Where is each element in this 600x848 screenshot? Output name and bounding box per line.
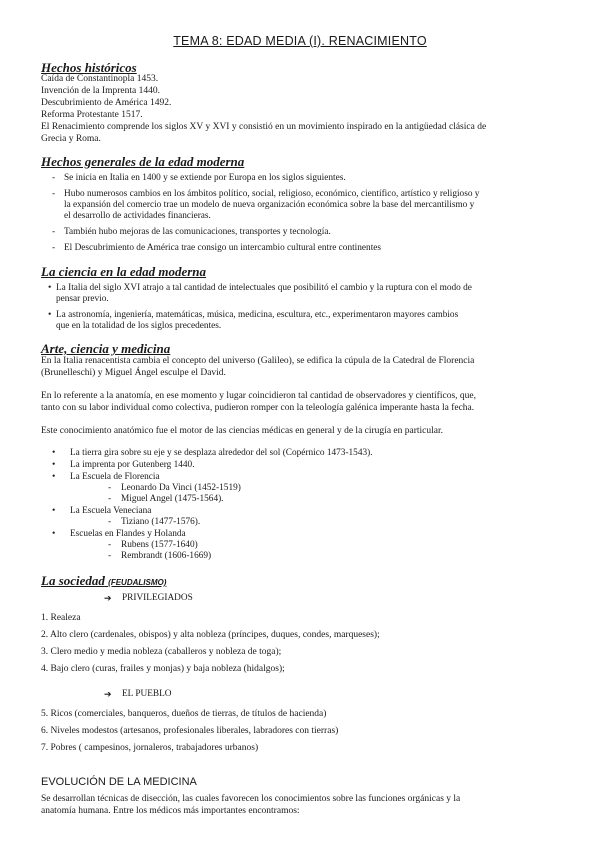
heading-hechos-historicos: Hechos históricos	[41, 60, 137, 75]
sub-list-item: Rembrandt (1606-1669)	[121, 551, 212, 561]
list-item: El Descubrimiento de América trae consigo un intercambio cultural entre continentes	[64, 243, 382, 253]
heading-evolucion: EVOLUCIÓN DE LA MEDICINA	[41, 776, 197, 788]
estamento-line: 2. Alto clero (cardenales, obispos) y alta nobleza (príncipes, duques, condes, marqueses);	[41, 630, 380, 640]
sub-list-item: Miguel Angel (1475-1564).	[121, 494, 224, 504]
dash-bullet: -	[108, 551, 112, 561]
dash-bullet: -	[108, 540, 112, 550]
group-label: EL PUEBLO	[122, 689, 172, 699]
group-label: PRIVILEGIADOS	[122, 593, 193, 603]
estamento-line: 3. Clero medio y media nobleza (caballeros y nobleza de toga);	[41, 647, 282, 657]
paragraph-line: En lo referente a la anatomía, en ese momento y lugar coincidieron tal cantidad de observadores y científicos, que,	[41, 391, 476, 401]
dash-bullet: -	[108, 517, 112, 527]
paragraph-line: Se desarrollan técnicas de disección, las cuales favorecen los conocimientos sobre las funciones orgánicas y la	[41, 794, 461, 804]
hecho-line: Reforma Protestante 1517.	[41, 110, 143, 120]
dash-bullet: -	[52, 173, 56, 183]
arrow-icon: ➔	[104, 593, 112, 603]
dash-bullet: -	[52, 227, 56, 237]
round-bullet: •	[48, 283, 52, 293]
hecho-line: Grecia y Roma.	[41, 134, 101, 144]
list-item: La Italia del siglo XVI atrajo a tal cantidad de intelectuales que posibilitó el cambio y la ruptura con el modo de	[56, 283, 472, 293]
list-item: pensar previo.	[56, 294, 109, 304]
list-item: Se inicia en Italia en 1400 y se extiende por Europa en los siglos siguientes.	[64, 173, 346, 183]
hecho-line: Caída de Constantinopla 1453.	[41, 74, 159, 84]
round-bullet: •	[52, 506, 56, 516]
list-item: La tierra gira sobre su eje y se desplaza alrededor del sol (Copérnico 1473-1543).	[70, 448, 373, 458]
estamento-line: 6. Niveles modestos (artesanos, profesionales liberales, labradores con tierras)	[41, 726, 339, 736]
page-title: TEMA 8: EDAD MEDIA (I). RENACIMIENTO	[173, 34, 427, 48]
heading-arte: Arte, ciencia y medicina	[41, 341, 171, 356]
estamento-line: 7. Pobres ( campesinos, jornaleros, trabajadores urbanos)	[41, 743, 259, 753]
paragraph-line: (Brunelleschi) y Miguel Ángel esculpe el David.	[41, 368, 226, 378]
estamento-line: 5. Ricos (comerciales, banqueros, dueños de tierras, de títulos de hacienda)	[41, 709, 327, 719]
list-item: La Escuela de Florencia	[70, 472, 160, 482]
paragraph-line: tanto con su labor individual como colectiva, pudieron romper con la teleología galénica imperante hasta la fecha.	[41, 403, 475, 413]
list-item: La Escuela Veneciana	[70, 506, 152, 516]
list-item: Escuelas en Flandes y Holanda	[70, 529, 186, 539]
sub-list-item: Rubens (1577-1640)	[121, 540, 198, 550]
hecho-line: El Renacimiento comprende los siglos XV y XVI y consistió en un movimiento inspirado en la antigüedad clásica de	[41, 122, 487, 132]
paragraph-line: anatomía humana. Entre los médicos más importantes encontramos:	[41, 806, 300, 816]
arrow-icon: ➔	[104, 689, 112, 699]
hecho-line: Invención de la Imprenta 1440.	[41, 86, 160, 96]
estamento-line: 4. Bajo clero (curas, frailes y monjas) y baja nobleza (hidalgos);	[41, 664, 285, 674]
heading-sociedad-sub: (FEUDALISMO)	[108, 578, 167, 587]
list-item: También hubo mejoras de las comunicaciones, transportes y tecnología.	[64, 227, 331, 237]
dash-bullet: -	[52, 243, 56, 253]
dash-bullet: -	[52, 189, 56, 199]
heading-ciencia: La ciencia en la edad moderna	[41, 264, 207, 279]
sub-list-item: Leonardo Da Vinci (1452-1519)	[121, 483, 241, 493]
list-item: La astronomía, ingeniería, matemáticas, música, medicina, escultura, etc., experimentaron mayores cambios	[56, 310, 459, 320]
estamento-line: 1. Realeza	[41, 613, 81, 623]
heading-hechos-generales: Hechos generales de la edad moderna	[41, 154, 245, 169]
list-item: La imprenta por Gutenberg 1440.	[70, 460, 195, 470]
list-item: Hubo numerosos cambios en los ámbitos político, social, religioso, económico, científico, artístico y religioso y	[64, 189, 480, 199]
list-item: la expansión del comercio trae un modelo de nueva organización económica sobre la base del mercantilismo y	[64, 200, 475, 210]
round-bullet: •	[52, 448, 56, 458]
round-bullet: •	[52, 460, 56, 470]
list-item: el desarrollo de actividades financieras.	[64, 211, 211, 221]
heading-sociedad-text: La sociedad	[41, 573, 105, 588]
round-bullet: •	[52, 472, 56, 482]
hecho-line: Descubrimiento de América 1492.	[41, 98, 172, 108]
heading-sociedad	[41, 573, 166, 589]
paragraph-line: En la Italia renacentista cambia el concepto del universo (Galileo), se edifica la cúpula de la Catedral de Florencia	[41, 356, 475, 366]
round-bullet: •	[48, 310, 52, 320]
dash-bullet: -	[108, 494, 112, 504]
dash-bullet: -	[108, 483, 112, 493]
round-bullet: •	[52, 529, 56, 539]
sub-list-item: Tiziano (1477-1576).	[121, 517, 201, 527]
paragraph-line: Este conocimiento anatómico fue el motor de las ciencias médicas en general y de la cirugía en particular.	[41, 426, 444, 436]
list-item: que en la totalidad de los siglos precedentes.	[56, 321, 222, 331]
